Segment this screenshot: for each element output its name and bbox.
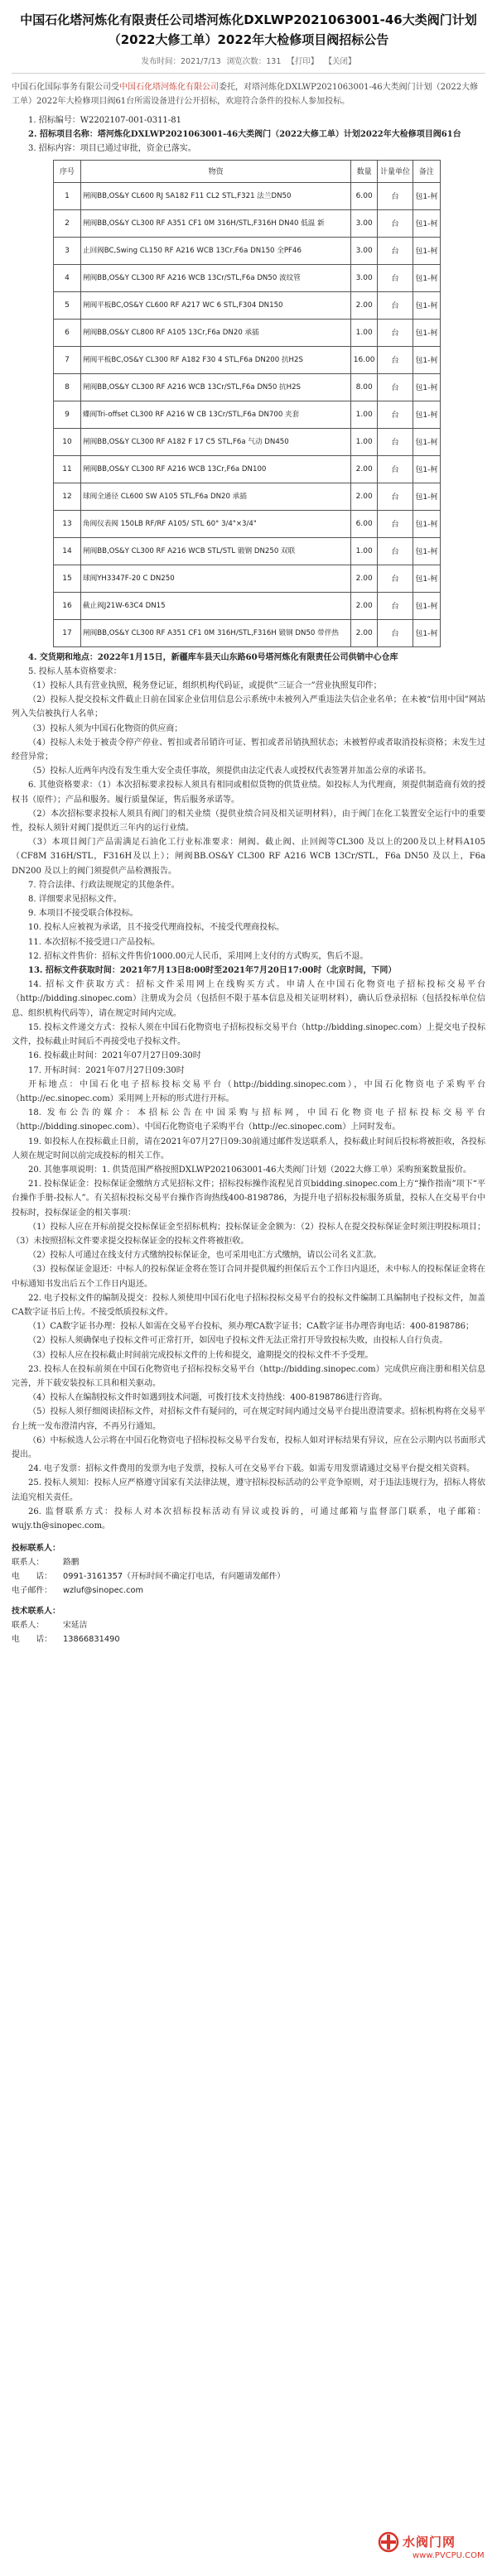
publish-date: 发布时间：2021/7/13: [141, 57, 221, 66]
item-unit: 台: [378, 510, 413, 537]
view-count: 浏览次数：131: [226, 57, 282, 66]
table-row: [54, 455, 441, 483]
item-quantity: 2.00: [351, 291, 378, 319]
table-row: [54, 237, 441, 264]
item-quantity: 6.00: [351, 182, 378, 209]
table-row: [54, 592, 441, 619]
item-unit: 台: [378, 346, 413, 373]
item-unit: 台: [378, 264, 413, 291]
item-quantity: 1.00: [351, 319, 378, 346]
print-link[interactable]: 【打印】: [287, 57, 319, 66]
field-label: 电 话：: [12, 1572, 52, 1582]
item-unit: 台: [378, 483, 413, 510]
row-number: 16: [54, 592, 81, 619]
item-unit: 台: [378, 319, 413, 346]
row-number: 4: [54, 264, 81, 291]
para-15: 15. 投标文件递交方式：投标人须在中国石化物资电子招标投标交易平台（http://bidding.sinopec.com）上提交电子投标文件，投标截止时间后不再接受电子投标文件。: [12, 1022, 485, 1047]
item-note: 包1-柯: [413, 401, 440, 428]
para-24: 23. 投标人在投标前须在中国石化物资电子招标投标交易平台（http://bidding.sinopec.com）完成供应商注册和相关信息完善，并下载安装投标工具和相关驱动。: [12, 1364, 485, 1388]
close-link[interactable]: 【关闭】: [324, 57, 356, 66]
watermark-domain: www.PVCPU.COM: [413, 2551, 485, 2560]
para-22-2: （2）投标人可通过在线支付方式缴纳投标保证金，也可采用电汇方式缴纳，请以公司名义汇款。: [28, 1251, 382, 1261]
para-22: 21. 投标保证金：投标保证金缴纳方式见招标文件；招标投标操作流程见首页bidding.sinopec.com上方“操作指南”项下“平台操作手册-投标人”。有关招标投标交易平台操作咨询热线400-8198786，为提升电子招标投标服务质量，投标人在交易平台中投标时，投标保证金的相关事项：: [12, 1180, 485, 1218]
field-label: 电 话：: [12, 1635, 52, 1645]
tech-contact-person: 宋延洁: [63, 1621, 88, 1631]
item-quantity: 1.00: [351, 428, 378, 455]
field-label: 联系人：: [12, 1621, 45, 1631]
para-14: 14. 招标文件获取方式：招标文件采用网上在线购买方式。申请人在中国石化物资电子招标投标交易平台（http://bidding.sinopec.com）注册成为会员（包括但不限于基本信息及相关证明材料），确认后登录招标（包括投标单位信息、组织机构代码等），请在规定时间内完成。: [12, 980, 485, 1018]
item-description: 闸阀BB,OS&Y CL300 RF A351 CF1 0M 316H/STL,F316H 锻钢 DN50 带伴热: [81, 619, 351, 646]
item-quantity: 3.00: [351, 209, 378, 237]
contact-block: [12, 1541, 485, 1646]
row-number: 12: [54, 483, 81, 510]
para-9: 9. 本项目不接受联合体投标。: [28, 909, 138, 919]
item-unit: 台: [378, 237, 413, 264]
item-note: 包1-柯: [413, 510, 440, 537]
item-note: 包1-柯: [413, 264, 440, 291]
items-table: [53, 160, 441, 647]
table-row: [54, 537, 441, 565]
item-note: 包1-柯: [413, 455, 440, 483]
table-row: [54, 565, 441, 592]
item-description: 闸阀平板BC,OS&Y CL600 RF A217 WC 6 STL,F304 DN150: [81, 291, 351, 319]
bid-contact-heading: 投标联系人：: [12, 1544, 60, 1554]
para-5-4: （4）投标人未处于被责令停产停业、暂扣或者吊销许可证、暂扣或者吊销执照状态；未被暂停或者取消投标资格；未发生过经营异常；: [12, 738, 485, 762]
para-25: 24. 电子发票：招标文件费用的发票为电子发票，投标人可在交易平台下载。如需专用发票请通过交易平台提交相关资料。: [28, 1464, 475, 1474]
para-21: 20. 其他事项说明：1. 供货范围严格按照DXLWP2021063001-46大类阀门计划（2022大修工单）采购预案数量报价。: [28, 1165, 471, 1175]
item-description: 闸阀BB,OS&Y CL800 RF A105 13Cr,F6a DN20 承插: [81, 319, 351, 346]
para-18: 开标地点：中国石化电子招标投标交易平台（http://bidding.sinopec.com），中国石化物资电子采购平台（http://ec.sinopec.com）采用网上开标的形式进行开标。: [12, 1079, 485, 1103]
row-number: 5: [54, 291, 81, 319]
item-quantity: 3.00: [351, 264, 378, 291]
table-row: [54, 209, 441, 237]
item-unit: 台: [378, 209, 413, 237]
para-4: 4. 交货期和地点：2022年1月15日，新疆库车县天山东路60号塔河炼化有限责任公司供销中心仓库: [28, 652, 398, 662]
para-10: 10. 投标人应被视为承诺，且不接受代理商投标，不接受代理商投标。: [28, 923, 285, 933]
item-note: 包1-柯: [413, 209, 440, 237]
item-quantity: 16.00: [351, 346, 378, 373]
para-23: 22. 电子投标文件的编制及提交：投标人须使用中国石化电子招标投标交易平台的投标文件编制工具编制电子投标文件，加盖CA数字证书后上传。不接受纸质投标文件。: [12, 1293, 485, 1317]
para-6: 6. 其他资格要求：（1）本次招标要求投标人须具有相同或相似货物的供货业绩。如投标人为代理商，须提供制造商有效的授权书（原件）；产品和服务。履行质量保证，售后服务承诺等。: [12, 781, 485, 805]
item-note: 包1-柯: [413, 483, 440, 510]
col-header: 数量: [351, 160, 378, 182]
item-description: 闸阀BB,OS&Y CL300 RF A216 WCB 13Cr/STL,F6a DN50 波纹管: [81, 264, 351, 291]
para-22-1: （1）投标人应在开标前提交投标保证金至招标机构；投标保证金金额为：（2）投标人在提交投标保证金时须注明投标项目；（3）未按照招标文件要求提交投标保证金的投标文件将被拒收。: [12, 1222, 485, 1246]
para-6b: （2）本次招标要求投标人须具有阀门的相关业绩（提供业绩合同及相关证明材料），由于阀门在化工装置安全运行中的重要性，投标人须针对阀门提供近三年内的运行业绩。: [12, 809, 485, 834]
item-quantity: 2.00: [351, 483, 378, 510]
tech-contact-phone: 13866831490: [63, 1635, 120, 1645]
table-row: [54, 182, 441, 209]
row-number: 10: [54, 428, 81, 455]
para-5-1: （1）投标人具有营业执照，税务登记证，组织机构代码证，或提供“三证合一”营业执照复印件；: [28, 681, 382, 691]
table-row: [54, 401, 441, 428]
item-note: 包1-柯: [413, 619, 440, 646]
lead-paragraph: [12, 80, 485, 108]
item-note: 包1-柯: [413, 182, 440, 209]
para-12: 12. 招标文件售价：招标文件售价1000.00元人民币，采用网上支付的方式购买，售后不退。: [28, 951, 369, 961]
table-row: [54, 483, 441, 510]
table-row: [54, 319, 441, 346]
col-header: 物资: [81, 160, 351, 182]
row-number: 8: [54, 373, 81, 401]
item-description: 闸阀BB,OS&Y CL300 RF A216 WCB 13Cr,F6a DN100: [81, 455, 351, 483]
row-number: 2: [54, 209, 81, 237]
item-note: 包1-柯: [413, 537, 440, 565]
field-label: 联系人：: [12, 1558, 45, 1568]
item-unit: 台: [378, 401, 413, 428]
item-description: 球阀全通径 CL600 SW A105 STL,F6a DN20 承插: [81, 483, 351, 510]
table-row: [54, 510, 441, 537]
para-2: 2. 招标项目名称：塔河炼化DXLWP2021063001-46大类阀门（2022大修工单）计划2022年大检修项目阀61台: [28, 130, 461, 140]
tech-contact-person-row: [12, 1618, 485, 1632]
para-7: 7. 符合法律、行政法规规定的其他条件。: [28, 880, 180, 890]
para-24-3: （6）中标候选人公示将在中国石化物资电子招标投标交易平台发布，投标人如对评标结果有异议，应在公示期内以书面形式提出。: [12, 1435, 485, 1459]
item-description: 闸阀BB,OS&Y CL300 RF A182 F 17 C5 STL,F6a 气动 DN450: [81, 428, 351, 455]
item-unit: 台: [378, 592, 413, 619]
row-number: 17: [54, 619, 81, 646]
para-3: 3. 招标内容：项目已通过审批，资金已落实。: [28, 144, 196, 154]
field-label: 电子邮件：: [12, 1586, 52, 1596]
para-13: 13. 招标文件获取时间：2021年7月13日8:00时至2021年7月20日17:00时（北京时间，下同）: [28, 966, 397, 976]
meta-line: [0, 55, 497, 66]
item-unit: 台: [378, 455, 413, 483]
item-description: 角阀仪表阀 150LB RF/RF A105/ STL 60° 3/4"×3/4": [81, 510, 351, 537]
para-11: 11. 本次招标不接受进口产品投标。: [28, 937, 161, 947]
row-number: 6: [54, 319, 81, 346]
table-row: [54, 264, 441, 291]
lead-tenderee: 中国石化塔河炼化有限公司: [119, 83, 219, 92]
bid-contact-phone: 0991-3161357（开标时间不确定打电话，有问题请发邮件）: [63, 1572, 286, 1582]
tech-contact-phone-row: [12, 1632, 485, 1646]
para-23-2: （2）投标人须确保电子投标文件可正常打开，如因电子投标文件无法正常打开导致投标失败，由投标人自行负责。: [28, 1336, 448, 1346]
lead-pre: 中国石化国际事务有限公司受: [12, 83, 119, 92]
item-unit: 台: [378, 182, 413, 209]
bid-contact-email-row: [12, 1584, 485, 1598]
para-23-1: （1）CA数字证书办理：投标人如需在交易平台投标，须办理CA数字证书；CA数字证书办理咨询电话：400-8198786；: [28, 1322, 474, 1332]
para-24-1: （4）投标人在编制投标文件时如遇到技术问题，可拨打技术支持热线：400-8198786进行咨询。: [28, 1393, 388, 1403]
table-row: [54, 428, 441, 455]
bid-contact-person: 路鹏: [63, 1558, 80, 1568]
item-note: 包1-柯: [413, 592, 440, 619]
item-quantity: 2.00: [351, 592, 378, 619]
item-quantity: 2.00: [351, 619, 378, 646]
row-number: 11: [54, 455, 81, 483]
item-note: 包1-柯: [413, 237, 440, 264]
para-22-3: （3）投标保证金退还：中标人的投标保证金将在签订合同并提供履约担保后五个工作日内退还，未中标人的投标保证金将在中标通知书发出后五个工作日内退还。: [12, 1265, 485, 1289]
para-23-3: （3）投标人应在投标截止时间前完成投标文件的上传和提交，逾期提交的投标文件不予受理。: [28, 1350, 374, 1360]
item-description: 闸阀BB,OS&Y CL300 RF A351 CF1 0M 316H/STL,F316H DN40 低温 新: [81, 209, 351, 237]
item-description: 止回阀BC,Swing CL150 RF A216 WCB 13Cr,F6a DN150 全PF46: [81, 237, 351, 264]
page-title: 中国石化塔河炼化有限责任公司塔河炼化DXLWP2021063001-46大类阀门计划（2022大修工单）2022年大检修项目阀招标公告: [20, 12, 477, 47]
para-5-2: （2）投标人提交投标文件截止日前在国家企业信用信息公示系统中未被列入严重违法失信企业名单；在未被“信用中国”网站列入失信被执行人名单；: [12, 695, 485, 719]
item-quantity: 2.00: [351, 455, 378, 483]
row-number: 14: [54, 537, 81, 565]
para-16: 16. 投标截止时间：2021年07月27日09:30时: [28, 1051, 201, 1061]
para-20: 19. 如投标人在投标截止日前，请在2021年07月27日09:30前通过邮件发送联系人，投标截止时间后投标将被拒收，各投标人须在规定时间以前完成投标的相关工作。: [12, 1137, 485, 1161]
item-description: 闸阀BB,OS&Y CL300 RF A216 WCB 13Cr/STL,F6a DN50 抗H2S: [81, 373, 351, 401]
bid-contact-email[interactable]: wzluf@sinopec.com: [63, 1586, 144, 1596]
item-note: 包1-柯: [413, 291, 440, 319]
item-unit: 台: [378, 619, 413, 646]
item-note: 包1-柯: [413, 428, 440, 455]
valve-logo-icon: [378, 2531, 399, 2553]
item-description: 闸阀BB,OS&Y CL600 RJ SA182 F11 CL2 STL,F321 法兰DN50: [81, 182, 351, 209]
para-6c: （3）本项目阀门产品需满足石油化工行业标准要求：闸阀、截止阀、止回阀等CL300 及以上的200及以上材料A105（CF8M 316H/STL，F316H及以上）；闸阀BB.OS&Y CL300 RF A216 WCB 13Cr/STL，F6a DN50 及以上，F6a DN200 及以上的阀门须提供产品检测报告。: [12, 838, 485, 876]
row-number: 3: [54, 237, 81, 264]
row-number: 13: [54, 510, 81, 537]
row-number: 9: [54, 401, 81, 428]
item-description: 球阀YH3347F-20 C DN250: [81, 565, 351, 592]
item-note: 包1-柯: [413, 565, 440, 592]
item-unit: 台: [378, 565, 413, 592]
item-unit: 台: [378, 291, 413, 319]
para-24-2: （5）投标人须仔细阅读招标文件，对招标文件有疑问的，可在规定时间内通过交易平台提出澄清要求。招标机构将在交易平台上统一发布澄清内容，不再另行通知。: [12, 1407, 485, 1431]
row-number: 15: [54, 565, 81, 592]
col-header: 计量单位: [378, 160, 413, 182]
item-description: 蝶阀Tri-offset CL300 RF A216 W CB 13Cr/STL,F6a DN700 夹套: [81, 401, 351, 428]
item-quantity: 1.00: [351, 401, 378, 428]
para-17: 17. 开标时间：2021年07月27日09:30时: [28, 1065, 185, 1075]
tech-contact-heading: 技术联系人：: [12, 1607, 60, 1617]
item-description: 闸阀BB,OS&Y CL300 RF A216 WCB STL/STL 锻钢 DN250 双联: [81, 537, 351, 565]
para-5-5: （5）投标人近两年内没有发生重大安全责任事故，须提供由法定代表人或授权代表签署并加盖公章的承诺书。: [28, 767, 432, 776]
item-description: 截止阀J21W-63C4 DN15: [81, 592, 351, 619]
table-row: [54, 346, 441, 373]
para-1: 1. 招标编号：W2202107-001-0311-81: [28, 116, 181, 125]
item-note: 包1-柯: [413, 346, 440, 373]
para-8: 8. 详细要求见招标文件。: [28, 895, 122, 905]
col-header: 序号: [54, 160, 81, 182]
item-quantity: 3.00: [351, 237, 378, 264]
table-row: [54, 373, 441, 401]
row-number: 1: [54, 182, 81, 209]
divider: [12, 73, 485, 74]
item-note: 包1-柯: [413, 319, 440, 346]
table-row: [54, 619, 441, 646]
para-5-3: （3）投标人须为中国石化物资的供应商；: [28, 723, 183, 733]
para-19: 18. 发布公告的媒介：本招标公告在中国采购与招标网，中国石化物资电子招标投标交易平台（http://bidding.sinopec.com）、中国石化物资电子采购平台（http://ec.sinopec.com）上同时发布。: [12, 1108, 485, 1132]
lead-post: 委托，对塔河炼化DXLWP2021063001-46大类阀门计划（2022大修工单）2022年大检修项目阀61台所需设备进行公开招标，欢迎符合条件的投标人参加投标。: [12, 83, 479, 106]
row-number: 7: [54, 346, 81, 373]
item-description: 闸阀平板BC,OS&Y CL300 RF A182 F30 4 STL,F6a DN200 抗H2S: [81, 346, 351, 373]
table-row: [54, 291, 441, 319]
bid-contact-phone-row: [12, 1569, 485, 1584]
para-27: 26. 监督联系方式：投标人对本次招标投标活动有异议或投诉的，可通过邮箱与监督部门联系，电子邮箱：wujy.th@sinopec.com。: [12, 1507, 485, 1531]
col-header: 备注: [413, 160, 440, 182]
item-unit: 台: [378, 373, 413, 401]
item-unit: 台: [378, 428, 413, 455]
item-quantity: 2.00: [351, 565, 378, 592]
item-note: 包1-柯: [413, 373, 440, 401]
para-26: 25. 投标人须知：投标人应严格遵守国家有关法律法规，遵守招标投标活动的公平竞争原则，对于违法违规行为，招标人将依法追究相关责任。: [12, 1478, 485, 1502]
watermark-brand: 水阀门网: [403, 2535, 456, 2550]
para-5: 5. 投标人基本资格要求：: [28, 666, 122, 676]
item-quantity: 8.00: [351, 373, 378, 401]
item-quantity: 6.00: [351, 510, 378, 537]
bid-contact-person-row: [12, 1555, 485, 1569]
watermark: [378, 2531, 490, 2569]
item-unit: 台: [378, 537, 413, 565]
item-quantity: 1.00: [351, 537, 378, 565]
